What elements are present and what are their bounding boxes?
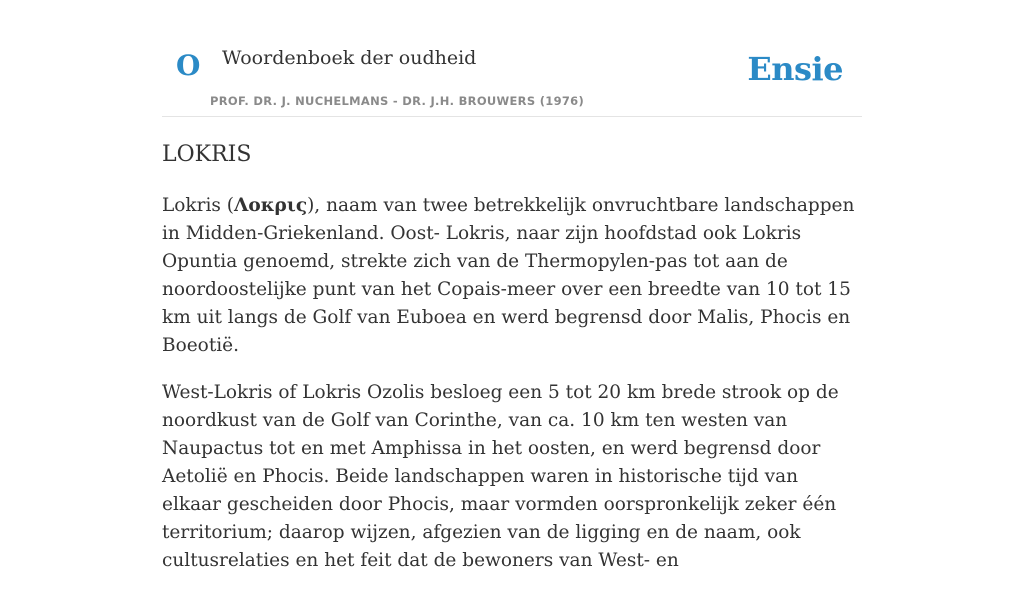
ensie-logo[interactable]: Ensie bbox=[747, 50, 843, 88]
source-header bbox=[162, 0, 862, 117]
greek-term: Λοκρις bbox=[234, 195, 308, 216]
source-title[interactable]: Woordenboek der oudheid bbox=[222, 47, 477, 69]
article-paragraph-2: West-Lokris of Lokris Ozolis besloeg een 5 tot 20 km brede strook op de noordkust van de Golf van Corinthe, van ca. 10 km ten westen van Naupactus tot en met Amphissa in het oosten, en werd begrensd door Aetolië en Phocis. Beide landschappen waren in historische tijd van elkaar gescheiden door Phocis, maar vormden oorspronkelijk zeker één territorium; daarop wijzen, afgezien van de ligging en de naam, ook cultusrelaties en het feit dat de bewoners van West- en bbox=[162, 382, 839, 571]
article-paragraph-1 bbox=[162, 192, 862, 360]
source-authors: PROF. DR. J. NUCHELMANS - DR. J.H. BROUWERS (1976) bbox=[210, 94, 585, 108]
letter-icon: O bbox=[176, 49, 201, 82]
page-title: LOKRIS bbox=[162, 142, 252, 167]
article-body bbox=[162, 192, 862, 594]
paragraph-1-text: ), naam van twee betrekkelijk onvruchtbare landschappen in Midden-Griekenland. Oost- Lokris, naar zijn hoofdstad ook Lokris Opuntia genoemd, strekte zich van de Thermopylen-pas tot aan de noordoostelijke punt van het Copais-meer over een breedte van 10 tot 15 km uit langs de Golf van Euboea en werd begrensd door Malis, Phocis en Boeotië. bbox=[162, 195, 855, 356]
paragraph-1-prefix: Lokris ( bbox=[162, 195, 234, 216]
